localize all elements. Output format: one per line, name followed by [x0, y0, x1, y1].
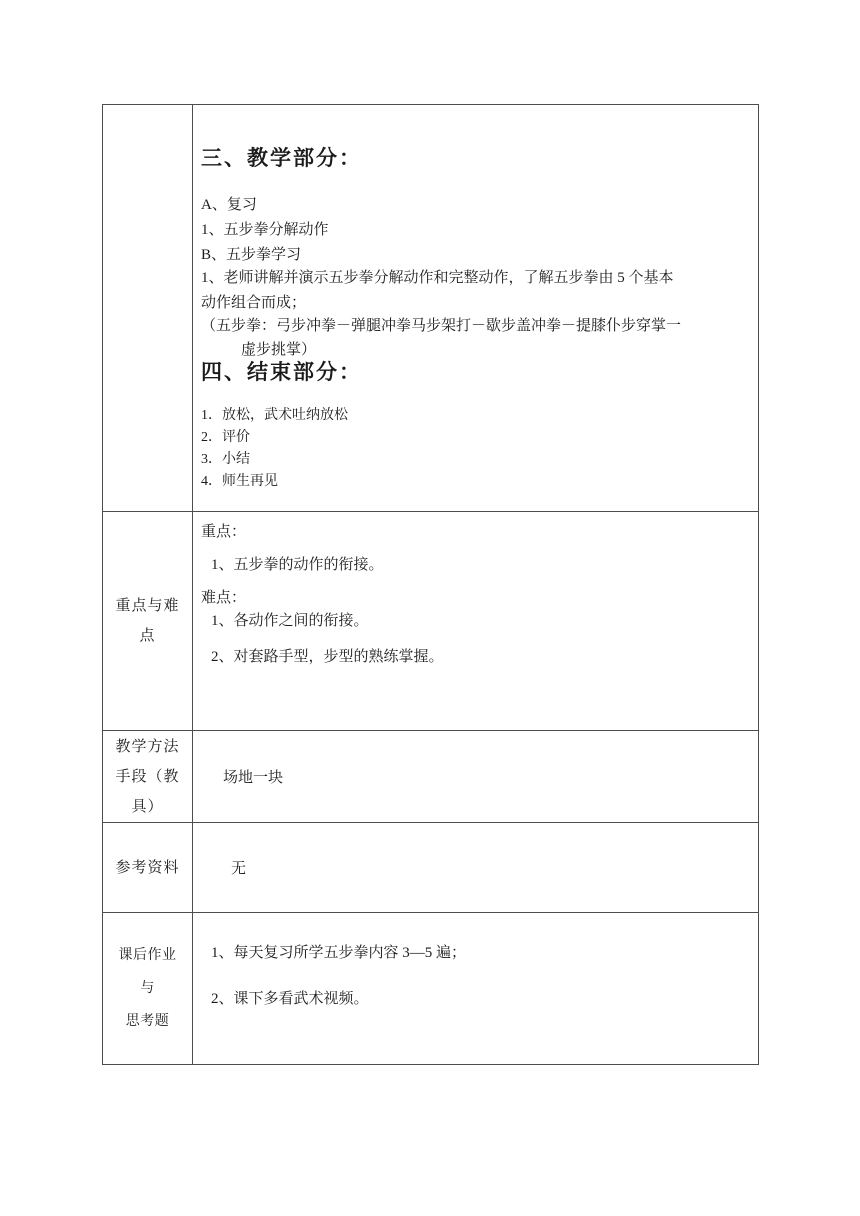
- section4-heading: 四、结束部分：: [201, 361, 362, 384]
- difficulty-item: 2、对套路手型，步型的熟练掌握。: [211, 649, 444, 665]
- homework-label-line: 课后作业: [118, 948, 177, 963]
- section3-paragraph-line: 1、老师讲解并演示五步拳分解动作和完整动作，了解五步拳由 5 个基本: [201, 270, 674, 286]
- key-points-label-line: 点: [139, 628, 156, 644]
- methods-label-line: 手段（教: [115, 768, 180, 785]
- methods-label: [103, 731, 193, 822]
- section4-list-item: 1．放松，武术吐纳放松: [201, 408, 348, 423]
- section3-list-item: A、复习: [201, 197, 257, 213]
- lesson-plan-table: [102, 104, 759, 1065]
- section3-list-item: B、五步拳学习: [201, 247, 302, 263]
- homework-label-line: 与: [140, 981, 155, 996]
- homework-label: [103, 913, 193, 1064]
- section4-list-item: 3．小结: [201, 452, 250, 467]
- homework-content: [193, 913, 758, 1064]
- difficulty-heading: 难点：: [201, 590, 247, 606]
- methods-value: 场地一块: [223, 770, 284, 786]
- homework-item: 2、课下多看武术视频。: [211, 991, 369, 1007]
- section3-paren-line: （五步拳：弓步冲拳－弹腿冲拳马步架打－歇步盖冲拳－提膝仆步穿掌一: [201, 318, 682, 334]
- section3-paragraph: [201, 266, 748, 316]
- table-row-teaching: [103, 105, 758, 511]
- section4-list: [201, 405, 748, 493]
- section3-heading: 三、教学部分：: [201, 147, 362, 170]
- focus-heading: 重点：: [201, 524, 247, 540]
- reference-label: [103, 823, 193, 912]
- table-row-methods: [103, 730, 758, 822]
- key-points-label-line: 重点与难: [115, 598, 180, 614]
- key-points-content: [193, 512, 758, 730]
- homework-label-line: 思考题: [125, 1014, 170, 1029]
- table-row-homework: [103, 912, 758, 1064]
- section4-list-item: 2．评价: [201, 430, 250, 445]
- difficulty-item: 1、各动作之间的衔接。: [211, 613, 369, 629]
- teaching-row-content: [193, 105, 758, 511]
- section4-list-item: 4．师生再见: [201, 474, 278, 489]
- section3-list-item: 1、五步拳分解动作: [201, 222, 329, 238]
- reference-value: 无: [231, 861, 247, 877]
- reference-content: [193, 823, 758, 912]
- key-points-label: [103, 512, 193, 730]
- section3-list: [201, 193, 748, 268]
- homework-item: 1、每天复习所学五步拳内容 3—5 遍；: [211, 945, 467, 961]
- table-row-reference: [103, 822, 758, 912]
- section3-paren-line: 虚步挑掌）: [241, 342, 317, 358]
- focus-item: 1、五步拳的动作的衔接。: [211, 557, 384, 573]
- section3-parenthetical: [201, 314, 748, 362]
- table-row-key-points: [103, 511, 758, 730]
- teaching-row-label-empty: [103, 105, 193, 511]
- section3-paragraph-line: 动作组合而成；: [201, 295, 307, 311]
- methods-content: [193, 731, 758, 822]
- methods-label-line: 具）: [131, 798, 164, 815]
- methods-label-line: 教学方法: [115, 738, 180, 755]
- reference-label-line: 参考资料: [115, 859, 180, 876]
